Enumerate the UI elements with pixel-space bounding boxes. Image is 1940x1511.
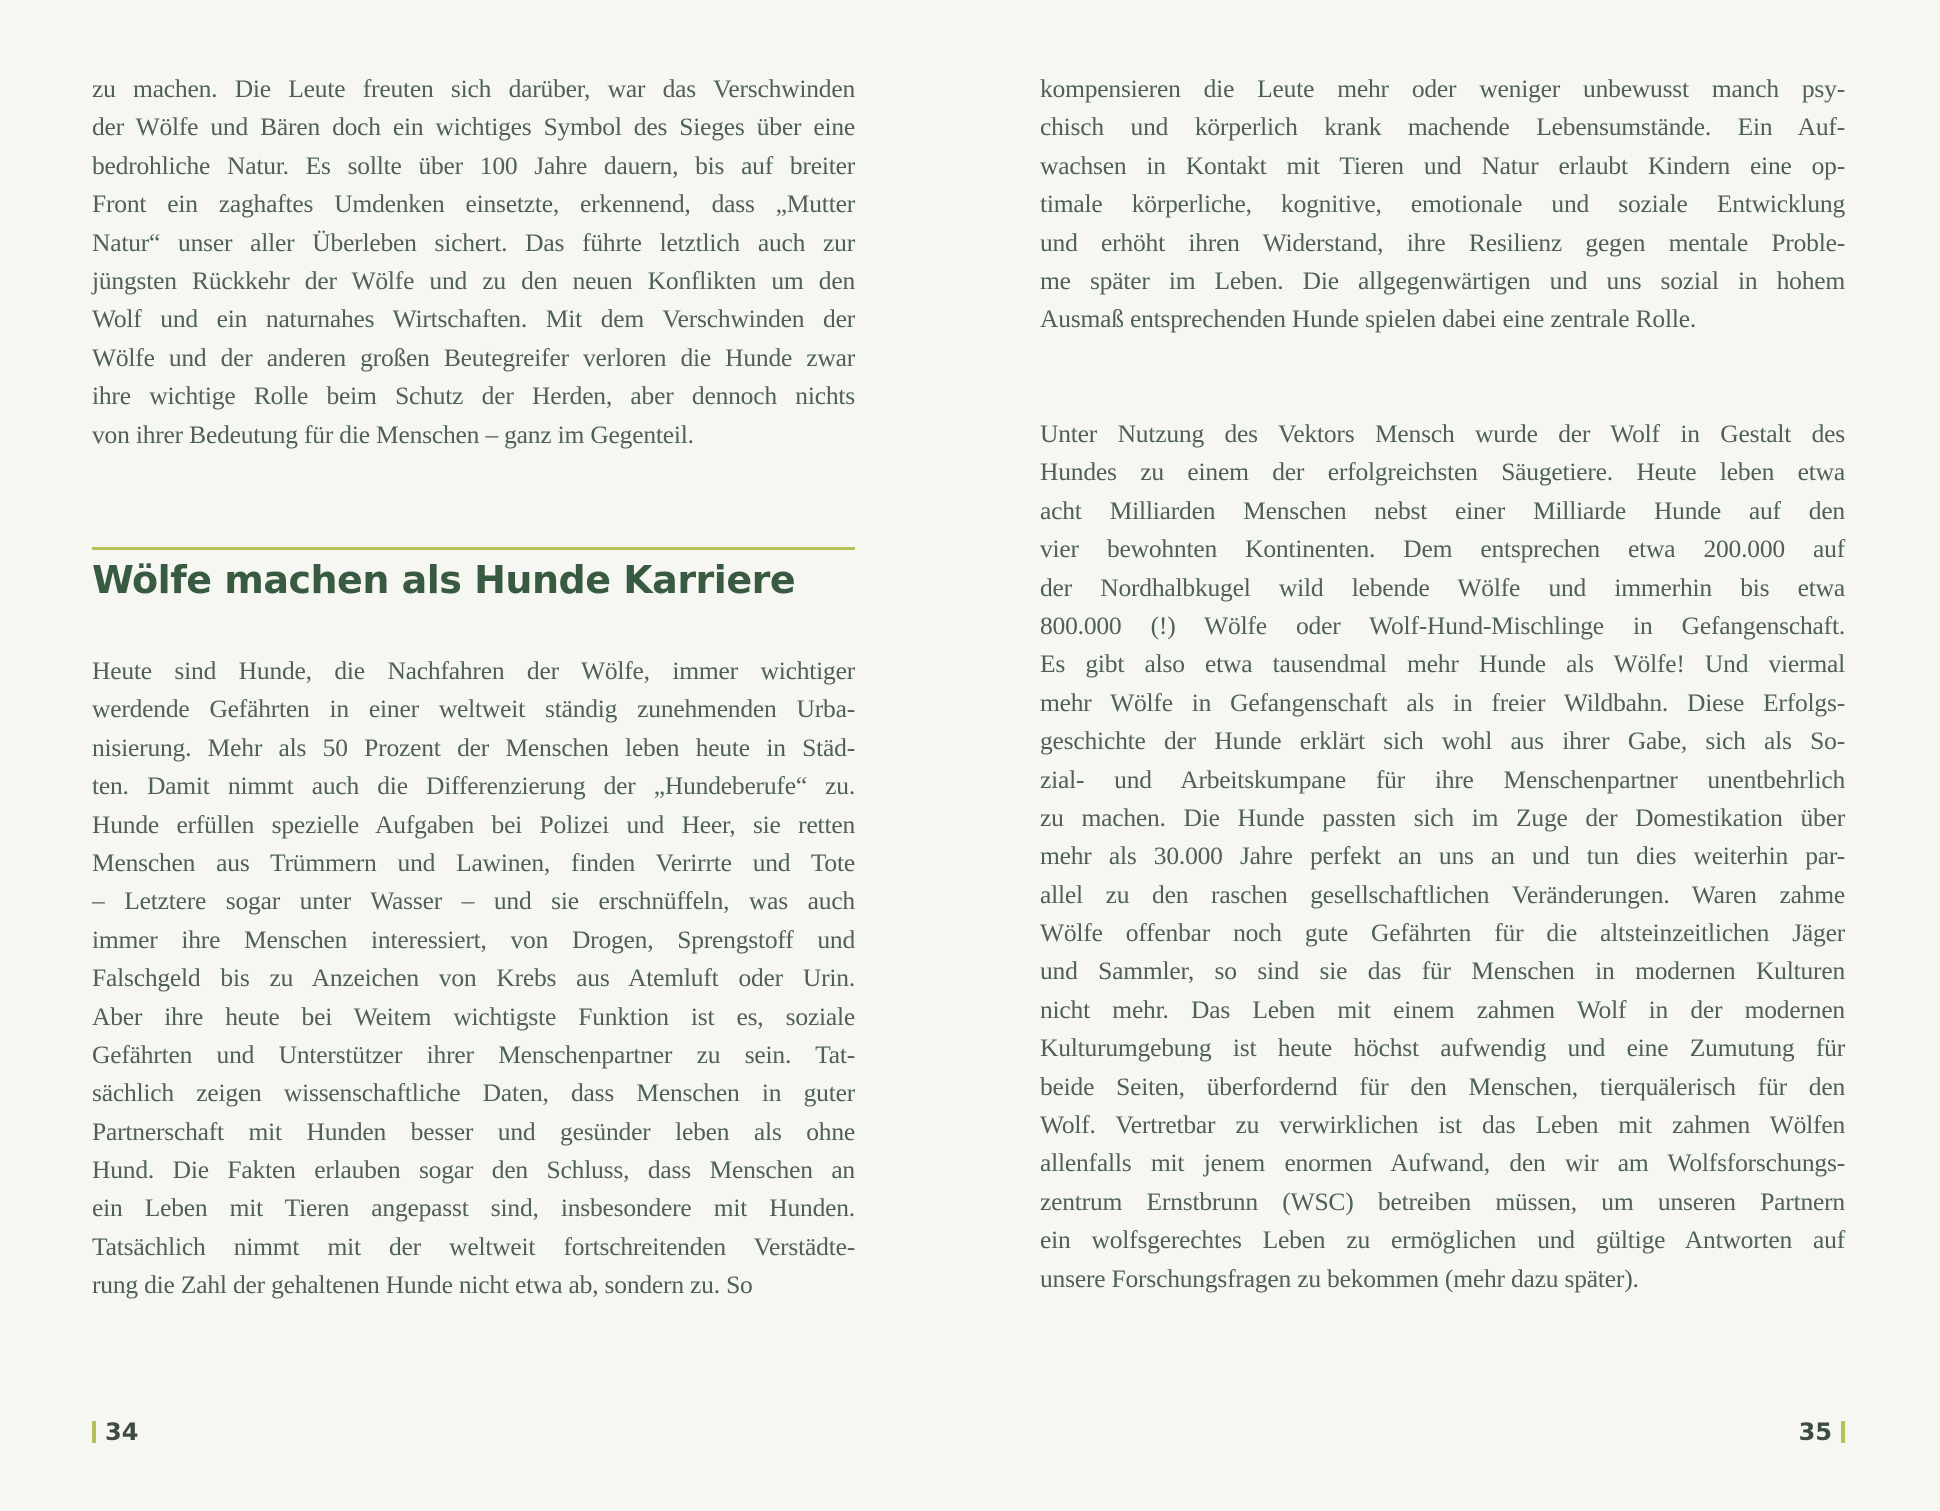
text-line: Es gibt also etwa tausendmal mehr Hunde als Wölfe! Und viermal bbox=[1040, 649, 1845, 679]
left-page bbox=[92, 0, 855, 1511]
text-line: – Letztere sogar unter Wasser – und sie erschnüffeln, was auch bbox=[92, 886, 855, 916]
text-line: zu machen. Die Leute freuten sich darüber, war das Verschwinden bbox=[92, 74, 855, 103]
text-line: bedrohliche Natur. Es sollte über 100 Jahre dauern, bis auf breiter bbox=[92, 150, 855, 180]
text-line: nisierung. Mehr als 50 Prozent der Menschen leben heute in Städ- bbox=[92, 732, 855, 762]
text-line: Partnerschaft mit Hunden besser und gesünder leben als ohne bbox=[92, 1116, 855, 1146]
text-line: und erhöht ihren Widerstand, ihre Resilienz gegen mentale Proble- bbox=[1040, 227, 1845, 257]
section-divider-rule bbox=[92, 547, 855, 550]
text-line: Menschen aus Trümmern und Lawinen, finden Verirrte und Tote bbox=[92, 847, 855, 877]
text-line: chisch und körperlich krank machende Lebensumstände. Ein Auf- bbox=[1040, 112, 1845, 142]
page-number-left bbox=[92, 1418, 138, 1446]
page-number-right bbox=[1799, 1418, 1845, 1446]
text-line: jüngsten Rückkehr der Wölfe und zu den neuen Konflikten um den bbox=[92, 265, 855, 295]
text-line: geschichte der Hunde erklärt sich wohl aus ihrer Gabe, sich als So- bbox=[1040, 726, 1845, 756]
text-line: ihre wichtige Rolle beim Schutz der Herden, aber dennoch nichts bbox=[92, 381, 855, 411]
text-line: immer ihre Menschen interessiert, von Drogen, Sprengstoff und bbox=[92, 924, 855, 954]
text-line: 800.000 (!) Wölfe oder Wolf-Hund-Mischlinge in Gefangenschaft. bbox=[1040, 610, 1845, 640]
text-line: Hunde erfüllen spezielle Aufgaben bei Polizei und Heer, sie retten bbox=[92, 809, 855, 839]
page-number-tick bbox=[1841, 1421, 1845, 1443]
text-line: Front ein zaghaftes Umdenken einsetzte, erkennend, dass „Mutter bbox=[92, 189, 855, 219]
text-line: der Wölfe und Bären doch ein wichtiges Symbol des Sieges über eine bbox=[92, 112, 855, 142]
text-line: timale körperliche, kognitive, emotionale und soziale Entwicklung bbox=[1040, 189, 1845, 219]
text-line: Heute sind Hunde, die Nachfahren der Wölfe, immer wichtiger bbox=[92, 656, 855, 685]
page-number-value: 35 bbox=[1798, 1418, 1832, 1446]
text-line: rung die Zahl der gehaltenen Hunde nicht etwa ab, sondern zu. So bbox=[92, 1270, 753, 1300]
text-line: mehr Wölfe in Gefangenschaft als in freier Wildbahn. Diese Erfolgs- bbox=[1040, 687, 1845, 717]
text-line: unsere Forschungsfragen zu bekommen (mehr dazu später). bbox=[1040, 1263, 1639, 1293]
text-line: Wölfe offenbar noch gute Gefährten für die altsteinzeitlichen Jäger bbox=[1040, 918, 1845, 948]
text-line: Gefährten und Unterstützer ihrer Menschenpartner zu sein. Tat- bbox=[92, 1039, 855, 1069]
text-line: vier bewohnten Kontinenten. Dem entsprechen etwa 200.000 auf bbox=[1040, 534, 1845, 564]
left-paragraph-1 bbox=[92, 70, 855, 454]
text-line: Falschgeld bis zu Anzeichen von Krebs aus Atemluft oder Urin. bbox=[92, 963, 855, 993]
text-line: Tatsächlich nimmt mit der weltweit fortschreitenden Verstädte- bbox=[92, 1231, 855, 1261]
text-line: allenfalls mit jenem enormen Aufwand, den wir am Wolfsforschungs- bbox=[1040, 1148, 1845, 1178]
text-line: beide Seiten, überfordernd für den Menschen, tierquälerisch für den bbox=[1040, 1071, 1845, 1101]
text-line: zu machen. Die Hunde passten sich im Zuge der Domestikation über bbox=[1040, 802, 1845, 832]
left-paragraph-2 bbox=[92, 652, 855, 1305]
text-line: Aber ihre heute bei Weitem wichtigste Funktion ist es, soziale bbox=[92, 1001, 855, 1031]
text-line: acht Milliarden Menschen nebst einer Milliarde Hunde auf den bbox=[1040, 495, 1845, 525]
text-line: Wolf und ein naturnahes Wirtschaften. Mit dem Verschwinden der bbox=[92, 304, 855, 334]
text-line: Hund. Die Fakten erlauben sogar den Schluss, dass Menschen an bbox=[92, 1155, 855, 1185]
text-line: mehr als 30.000 Jahre perfekt an uns an und tun dies weiterhin par- bbox=[1040, 841, 1845, 871]
text-line: Wolf. Vertretbar zu verwirklichen ist das Leben mit zahmen Wölfen bbox=[1040, 1110, 1845, 1140]
section-heading: Wölfe machen als Hunde Karriere bbox=[92, 558, 796, 602]
text-line: me später im Leben. Die allgegenwärtigen und uns sozial in hohem bbox=[1040, 265, 1845, 295]
right-paragraph-2 bbox=[1040, 415, 1845, 1298]
text-line: sächlich zeigen wissenschaftliche Daten, dass Menschen in guter bbox=[92, 1078, 855, 1108]
text-line: Hundes zu einem der erfolgreichsten Säugetiere. Heute leben etwa bbox=[1040, 457, 1845, 487]
right-paragraph-1 bbox=[1040, 70, 1845, 339]
text-line: und Sammler, so sind sie das für Menschen in modernen Kulturen bbox=[1040, 956, 1845, 986]
text-line: zial- und Arbeitskumpane für ihre Menschenpartner unentbehrlich bbox=[1040, 764, 1845, 794]
text-line: nicht mehr. Das Leben mit einem zahmen Wolf in der modernen bbox=[1040, 994, 1845, 1024]
right-page bbox=[1040, 0, 1845, 1511]
page-number-value: 34 bbox=[105, 1418, 139, 1446]
page-number-tick bbox=[92, 1421, 96, 1443]
text-line: ein Leben mit Tieren angepasst sind, insbesondere mit Hunden. bbox=[92, 1193, 855, 1223]
text-line: werdende Gefährten in einer weltweit ständig zunehmenden Urba- bbox=[92, 694, 855, 724]
text-line: Wölfe und der anderen großen Beutegreifer verloren die Hunde zwar bbox=[92, 342, 855, 372]
text-line: allel zu den raschen gesellschaftlichen Veränderungen. Waren zahme bbox=[1040, 879, 1845, 909]
text-line: wachsen in Kontakt mit Tieren und Natur erlaubt Kindern eine op- bbox=[1040, 150, 1845, 180]
text-line: Kulturumgebung ist heute höchst aufwendig und eine Zumutung für bbox=[1040, 1033, 1845, 1063]
text-line: zentrum Ernstbrunn (WSC) betreiben müssen, um unseren Partnern bbox=[1040, 1186, 1845, 1216]
text-line: ein wolfsgerechtes Leben zu ermöglichen und gültige Antworten auf bbox=[1040, 1225, 1845, 1255]
text-line: Unter Nutzung des Vektors Mensch wurde der Wolf in Gestalt des bbox=[1040, 419, 1845, 448]
text-line: kompensieren die Leute mehr oder weniger unbewusst manch psy- bbox=[1040, 74, 1845, 103]
text-line: Ausmaß entsprechenden Hunde spielen dabei eine zentrale Rolle. bbox=[1040, 304, 1697, 334]
text-line: Natur“ unser aller Überleben sichert. Das führte letztlich auch zur bbox=[92, 227, 855, 257]
text-line: von ihrer Bedeutung für die Menschen – ganz im Gegenteil. bbox=[92, 419, 694, 449]
text-line: der Nordhalbkugel wild lebende Wölfe und immerhin bis etwa bbox=[1040, 572, 1845, 602]
text-line: ten. Damit nimmt auch die Differenzierung der „Hundeberufe“ zu. bbox=[92, 771, 855, 801]
